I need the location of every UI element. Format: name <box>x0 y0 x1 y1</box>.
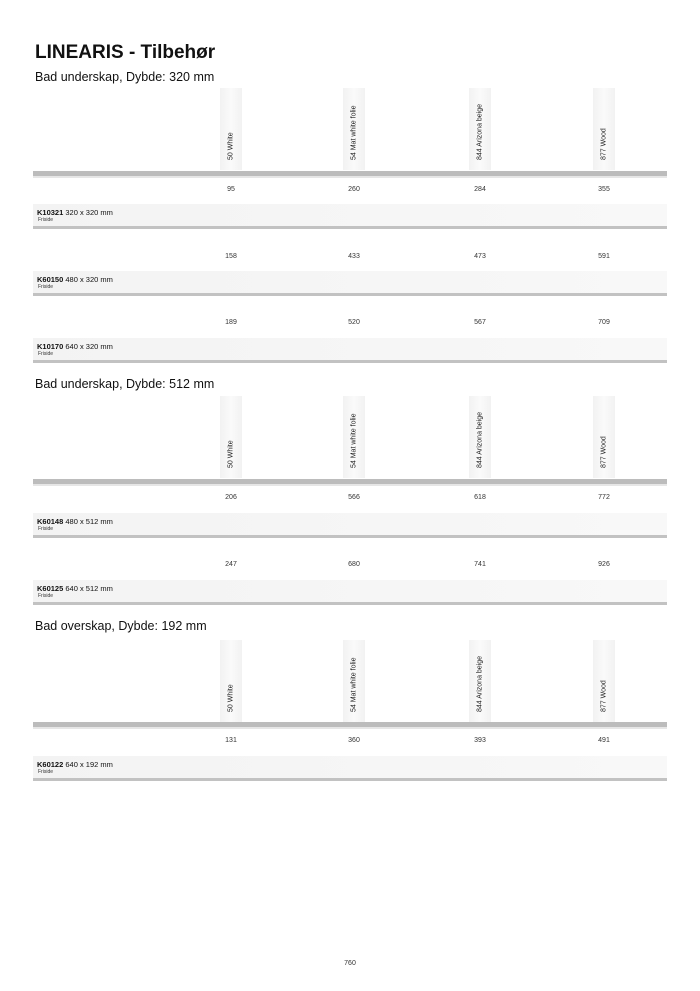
price-cell: 491 <box>598 737 610 744</box>
price-cell: 741 <box>474 561 486 568</box>
column-header: 54 Mat white folie <box>343 88 365 170</box>
price-cell: 709 <box>598 319 610 326</box>
section-title: Bad overskap, Dybde: 192 mm <box>35 619 207 633</box>
price-cell: 618 <box>474 494 486 501</box>
price-cell: 247 <box>225 561 237 568</box>
section-title: Bad underskap, Dybde: 512 mm <box>35 377 215 391</box>
column-header: 877 Wood <box>593 396 615 478</box>
price-cell: 158 <box>225 253 237 260</box>
price-cell: 433 <box>348 253 360 260</box>
column-header: 877 Wood <box>593 88 615 170</box>
product-size: 320 x 320 mm <box>65 208 113 217</box>
product-subtext: Friside <box>38 351 54 357</box>
product-row <box>33 580 667 605</box>
product-code: K10170 <box>37 342 64 351</box>
page-title: LINEARIS - Tilbehør <box>35 42 216 63</box>
price-cell: 393 <box>474 737 486 744</box>
product-code: K60148 <box>37 517 64 526</box>
product-code: K60122 <box>37 760 64 769</box>
header-divider <box>33 479 667 484</box>
price-cell: 926 <box>598 561 610 568</box>
column-header: 50 White <box>220 396 242 478</box>
price-cell: 206 <box>225 494 237 501</box>
column-header: 54 Mat white folie <box>343 396 365 478</box>
product-code: K60125 <box>37 584 64 593</box>
product-code: K10321 <box>37 208 64 217</box>
product-subtext: Friside <box>38 593 54 599</box>
price-cell: 189 <box>225 319 237 326</box>
product-size: 640 x 512 mm <box>65 584 113 593</box>
price-cell: 360 <box>348 737 360 744</box>
product-subtext: Friside <box>38 217 54 223</box>
product-row <box>33 204 667 229</box>
price-cell: 772 <box>598 494 610 501</box>
price-cell: 355 <box>598 186 610 193</box>
product-subtext: Friside <box>38 526 54 532</box>
header-divider <box>33 722 667 727</box>
product-size: 480 x 320 mm <box>65 275 113 284</box>
column-header: 844 Arizona beige <box>469 396 491 478</box>
page-number: 760 <box>344 960 356 967</box>
product-size: 640 x 320 mm <box>65 342 113 351</box>
product-size: 640 x 192 mm <box>65 760 113 769</box>
price-cell: 260 <box>348 186 360 193</box>
column-header: 844 Arizona beige <box>469 88 491 170</box>
product-row <box>33 338 667 363</box>
product-row <box>33 513 667 538</box>
price-cell: 131 <box>225 737 237 744</box>
column-header: 50 White <box>220 88 242 170</box>
price-cell: 284 <box>474 186 486 193</box>
product-subtext: Friside <box>38 284 54 290</box>
price-cell: 567 <box>474 319 486 326</box>
price-cell: 566 <box>348 494 360 501</box>
price-cell: 95 <box>227 186 235 193</box>
product-row <box>33 271 667 296</box>
price-cell: 591 <box>598 253 610 260</box>
section-title: Bad underskap, Dybde: 320 mm <box>35 70 215 84</box>
product-code: K60150 <box>37 275 64 284</box>
product-subtext: Friside <box>38 769 54 775</box>
price-cell: 520 <box>348 319 360 326</box>
column-header: 50 White <box>220 640 242 722</box>
price-cell: 680 <box>348 561 360 568</box>
product-row <box>33 756 667 781</box>
price-cell: 473 <box>474 253 486 260</box>
header-divider <box>33 171 667 176</box>
column-header: 54 Mat white folie <box>343 640 365 722</box>
product-size: 480 x 512 mm <box>65 517 113 526</box>
column-header: 844 Arizona beige <box>469 640 491 722</box>
column-header: 877 Wood <box>593 640 615 722</box>
